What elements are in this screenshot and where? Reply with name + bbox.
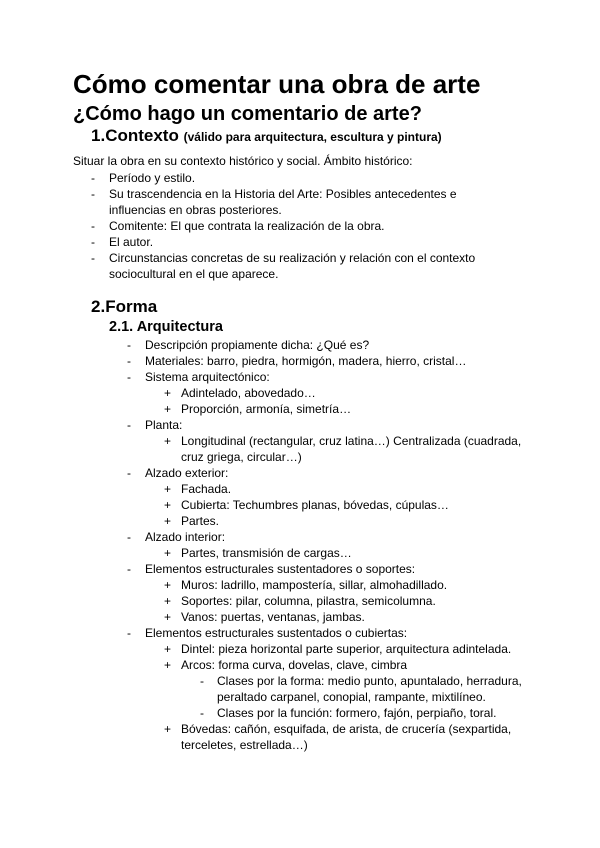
list-item-text: Fachada. (181, 482, 232, 496)
section-1-note: (válido para arquitectura, escultura y pintura) (183, 130, 442, 144)
architecture-list-item (127, 625, 527, 641)
list-item-text: Arcos: forma curva, dovelas, clave, cimbra (181, 658, 408, 672)
architecture-list-item (127, 497, 527, 513)
list-item-text: Sistema arquitectónico: (145, 370, 270, 384)
section-2-number: 2. (91, 297, 106, 316)
list-bullet: - (127, 530, 131, 544)
list-bullet: + (164, 514, 172, 528)
architecture-list-item (127, 593, 527, 609)
architecture-list-item (127, 465, 527, 481)
section-1-intro: Situar la obra en su contexto histórico y social. Ámbito histórico: (73, 154, 413, 168)
list-bullet: + (164, 386, 172, 400)
architecture-list-item (127, 385, 527, 401)
section-1-heading (91, 126, 442, 146)
architecture-list-item (127, 529, 527, 545)
context-list-item (91, 250, 491, 282)
list-item-text: Soportes: pilar, columna, pilastra, semicolumna. (181, 594, 436, 608)
architecture-list-item (127, 577, 527, 593)
list-bullet: - (127, 562, 131, 576)
list-bullet: + (164, 578, 172, 592)
list-bullet: + (164, 402, 172, 416)
subsection-2-1-heading (109, 319, 223, 335)
list-item-text: Partes. (181, 514, 220, 528)
architecture-list-item (127, 545, 527, 561)
dash-bullet: - (91, 171, 95, 185)
list-item-text: Período y estilo. (109, 171, 196, 185)
list-item-text: Cubierta: Techumbres planas, bóvedas, cúpulas… (181, 498, 449, 512)
section-2-title: Forma (105, 297, 158, 316)
context-list-item (91, 170, 491, 186)
list-item-text: Alzado interior: (145, 530, 226, 544)
architecture-list-item (127, 513, 527, 529)
list-bullet: - (127, 466, 131, 480)
list-item-text: El autor. (109, 235, 154, 249)
list-bullet: - (127, 418, 131, 432)
architecture-list-item (127, 641, 527, 657)
list-item-text: Dintel: pieza horizontal parte superior, arquitectura adintelada. (181, 642, 512, 656)
list-item-text: Su trascendencia en la Historia del Arte: Posibles antecedentes e influencias en obras posteriores. (109, 187, 457, 217)
list-bullet: - (127, 370, 131, 384)
list-bullet: + (164, 546, 172, 560)
section-1-title: Contexto (105, 126, 179, 145)
dash-bullet: - (91, 219, 95, 233)
architecture-list-item (127, 721, 527, 753)
list-bullet: + (164, 642, 172, 656)
list-bullet: - (127, 626, 131, 640)
list-bullet: + (164, 610, 172, 624)
list-item-text: Planta: (145, 418, 183, 432)
context-list-item (91, 218, 491, 234)
list-item-text: Elementos estructurales sustentados o cubiertas: (145, 626, 408, 640)
list-bullet: + (164, 482, 172, 496)
section-2-heading (91, 297, 157, 317)
list-bullet: + (164, 594, 172, 608)
list-item-text: Adintelado, abovedado… (181, 386, 316, 400)
architecture-list-item (127, 353, 527, 369)
document-subtitle: ¿Cómo hago un comentario de arte? (73, 103, 422, 125)
list-item-text: Materiales: barro, piedra, hormigón, madera, hierro, cristal… (145, 354, 467, 368)
list-item-text: Muros: ladrillo, mampostería, sillar, almohadillado. (181, 578, 448, 592)
dash-bullet: - (91, 235, 95, 249)
subsection-2-1-number: 2.1. (109, 319, 134, 335)
list-item-text: Clases por la función: formero, fajón, perpiaño, toral. (217, 706, 497, 720)
list-item-text: Comitente: El que contrata la realización de la obra. (109, 219, 385, 233)
context-list-item (91, 234, 491, 250)
list-bullet: - (200, 706, 204, 720)
list-bullet: - (127, 338, 131, 352)
architecture-list-item (127, 705, 527, 721)
list-item-text: Longitudinal (rectangular, cruz latina…) Centralizada (cuadrada, cruz griega, circular…) (181, 434, 522, 464)
architecture-list-item (127, 369, 527, 385)
section-1-number: 1. (91, 126, 106, 145)
list-item-text: Circunstancias concretas de su realización y relación con el contexto sociocultural en el que aparece. (109, 251, 476, 281)
list-bullet: + (164, 434, 172, 448)
list-item-text: Vanos: puertas, ventanas, jambas. (181, 610, 365, 624)
list-bullet: + (164, 498, 172, 512)
list-item-text: Elementos estructurales sustentadores o soportes: (145, 562, 416, 576)
context-list (91, 170, 491, 282)
subsection-2-1-title: Arquitectura (136, 319, 223, 335)
architecture-list-item (127, 481, 527, 497)
list-bullet: - (127, 354, 131, 368)
dash-bullet: - (91, 187, 95, 201)
list-item-text: Bóvedas: cañón, esquifada, de arista, de crucería (sexpartida, terceletes, estrellada…) (181, 722, 512, 752)
context-list-item (91, 186, 491, 218)
architecture-list-item (127, 433, 527, 465)
list-item-text: Partes, transmisión de cargas… (181, 546, 352, 560)
list-item-text: Alzado exterior: (145, 466, 229, 480)
architecture-list-item (127, 657, 527, 673)
list-item-text: Proporción, armonía, simetría… (181, 402, 352, 416)
document-title: Cómo comentar una obra de arte (73, 69, 481, 99)
list-bullet: - (200, 674, 204, 688)
architecture-list-item (127, 417, 527, 433)
architecture-list (127, 337, 527, 753)
dash-bullet: - (91, 251, 95, 265)
architecture-list-item (127, 561, 527, 577)
list-item-text: Descripción propiamente dicha: ¿Qué es? (145, 338, 370, 352)
list-item-text: Clases por la forma: medio punto, apuntalado, herradura, peraltado carpanel, conopial, rampante, mixtilíneo. (217, 674, 522, 704)
list-bullet: + (164, 658, 172, 672)
architecture-list-item (127, 401, 527, 417)
architecture-list-item (127, 337, 527, 353)
list-bullet: + (164, 722, 172, 736)
architecture-list-item (127, 673, 527, 705)
architecture-list-item (127, 609, 527, 625)
